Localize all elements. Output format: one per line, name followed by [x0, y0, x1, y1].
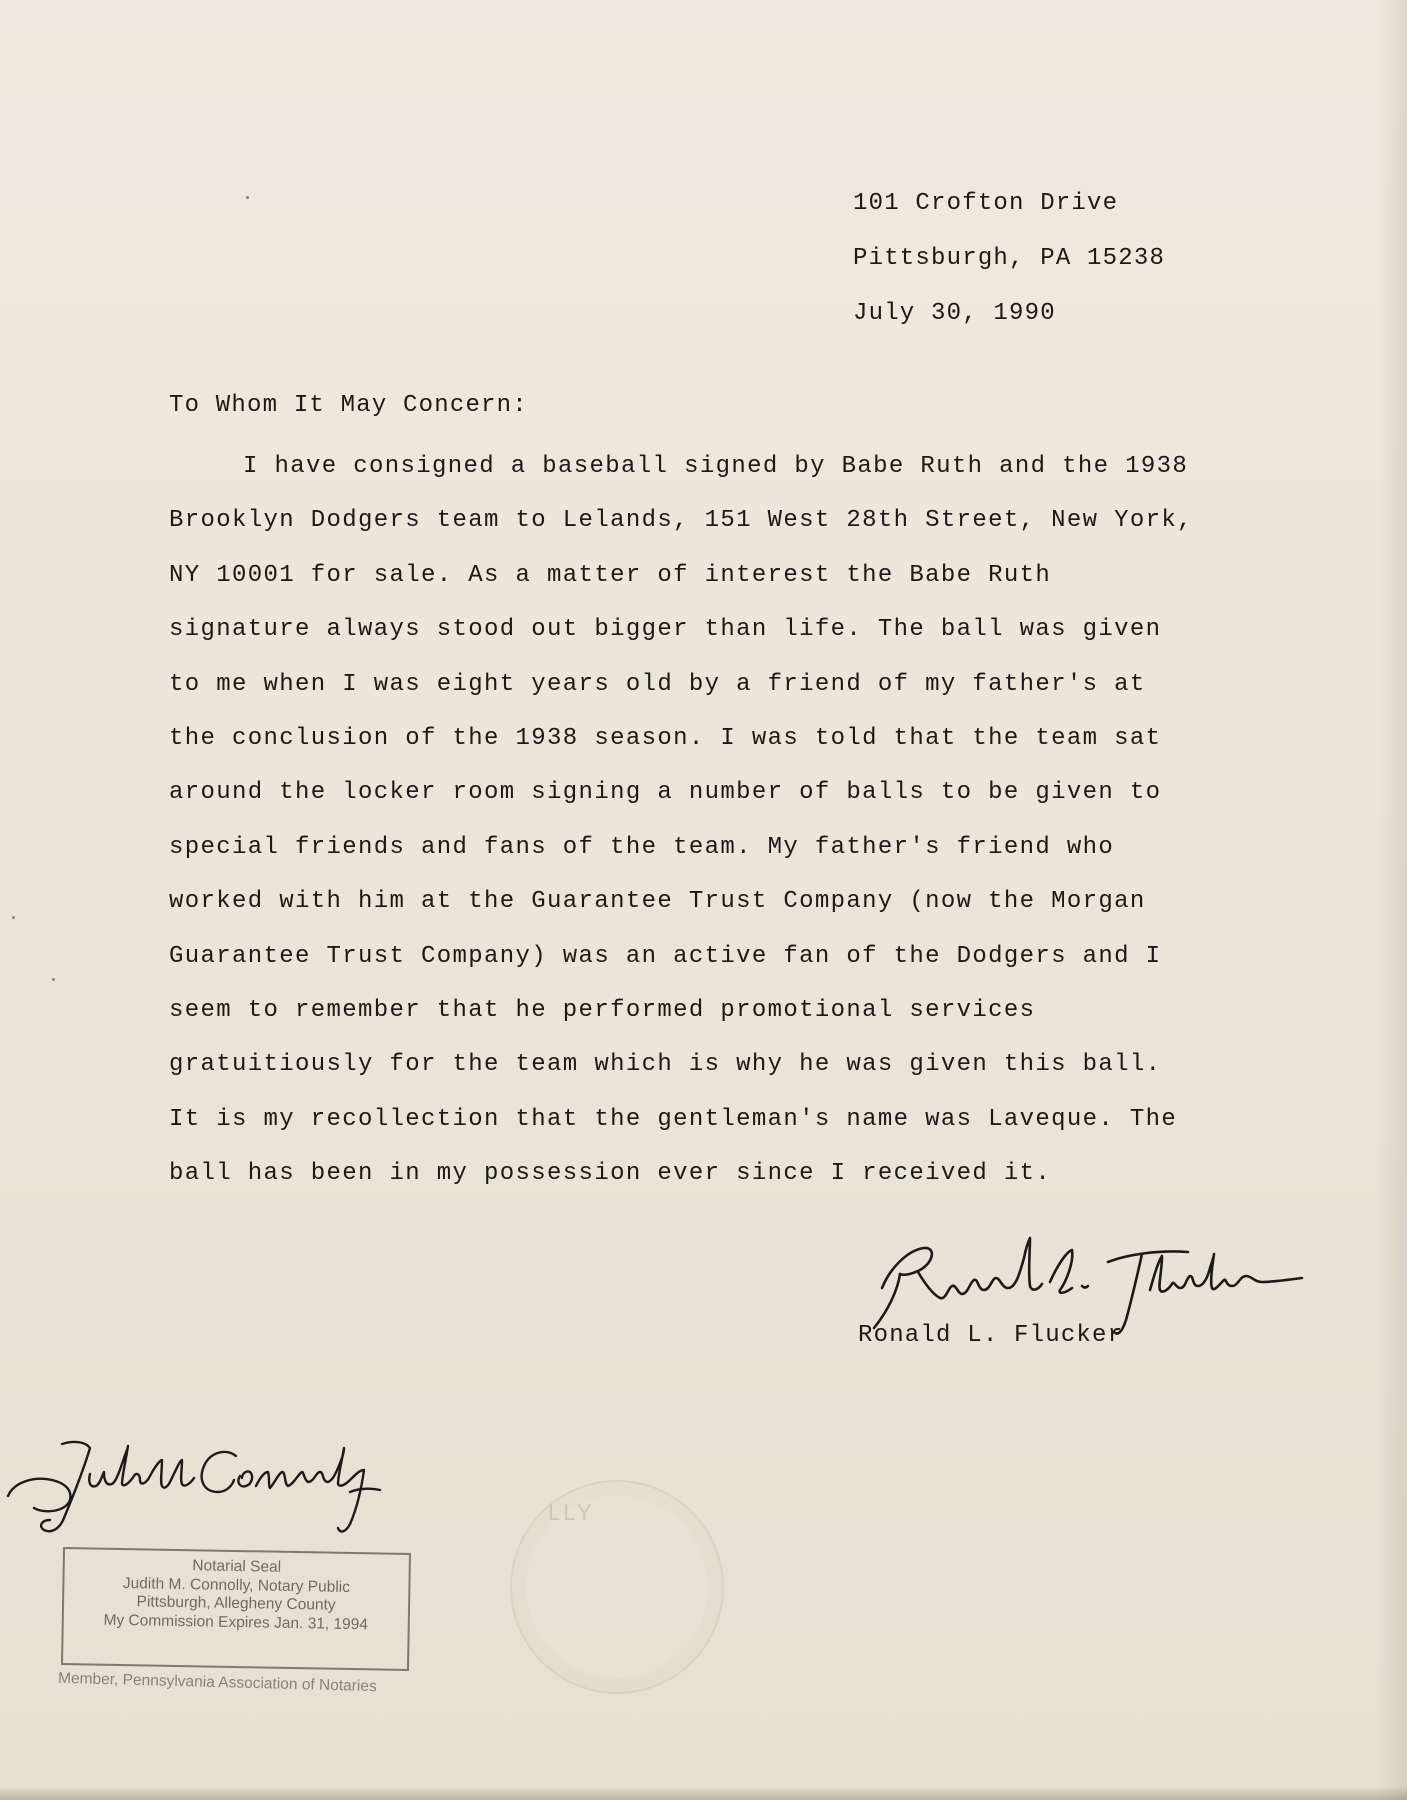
emboss-seal-text: LLY: [548, 1500, 595, 1525]
stamp-footer: Member, Pennsylvania Association of Notaries: [57, 1669, 377, 1696]
body-line: signature always stood out bigger than life. The ball was given: [169, 616, 1162, 644]
body-line: It is my recollection that the gentleman's name was Laveque. The: [169, 1105, 1178, 1133]
body-line: seem to remember that he performed promotional services: [169, 997, 1036, 1025]
letter-date: July 30, 1990: [853, 300, 1056, 327]
body-line: Guarantee Trust Company) was an active fan of the Dodgers and I: [169, 942, 1162, 970]
body-line: worked with him at the Guarantee Trust Company (now the Morgan: [169, 888, 1146, 916]
body-line: the conclusion of the 1938 season. I was told that the team sat: [169, 725, 1162, 753]
page-bottom-edge: [0, 1786, 1407, 1800]
body-line: gratuitiously for the team which is why he was given this ball.: [169, 1051, 1162, 1079]
sender-address-block: [853, 176, 1165, 341]
body-line: around the locker room signing a number of balls to be given to: [169, 779, 1162, 807]
letter-body: [169, 440, 1193, 1202]
body-line: NY 10001 for sale. As a matter of interest the Babe Ruth: [169, 561, 1052, 589]
paper-speck: [12, 916, 15, 919]
body-line: Brooklyn Dodgers team to Lelands, 151 West 28th Street, New York,: [169, 507, 1193, 535]
page-edge-shadow: [1377, 0, 1407, 1800]
stamp-line: Pittsburgh, Allegheny County: [136, 1593, 336, 1614]
body-line: ball has been in my possession ever since I received it.: [169, 1160, 1052, 1188]
body-line: to me when I was eight years old by a friend of my father's at: [169, 670, 1146, 698]
notary-emboss-seal: [510, 1480, 724, 1694]
body-line: I have consigned a baseball signed by Babe Ruth and the 1938: [243, 453, 1189, 480]
stamp-line: My Commission Expires Jan. 31, 1994: [103, 1611, 369, 1633]
paper-speck: [246, 196, 249, 199]
paper-speck: [52, 978, 55, 981]
sender-street: 101 Crofton Drive: [853, 190, 1119, 217]
notary-signature: [4, 1430, 444, 1540]
notary-stamp: [61, 1547, 411, 1671]
signer-typed-name: Ronald L. Flucker: [858, 1322, 1124, 1349]
salutation: To Whom It May Concern:: [169, 392, 528, 419]
body-line: special friends and fans of the team. My father's friend who: [169, 833, 1115, 861]
stamp-line: Judith M. Connolly, Notary Public: [122, 1574, 351, 1596]
stamp-line: Notarial Seal: [192, 1557, 282, 1576]
sender-city-state-zip: Pittsburgh, PA 15238: [853, 245, 1166, 272]
